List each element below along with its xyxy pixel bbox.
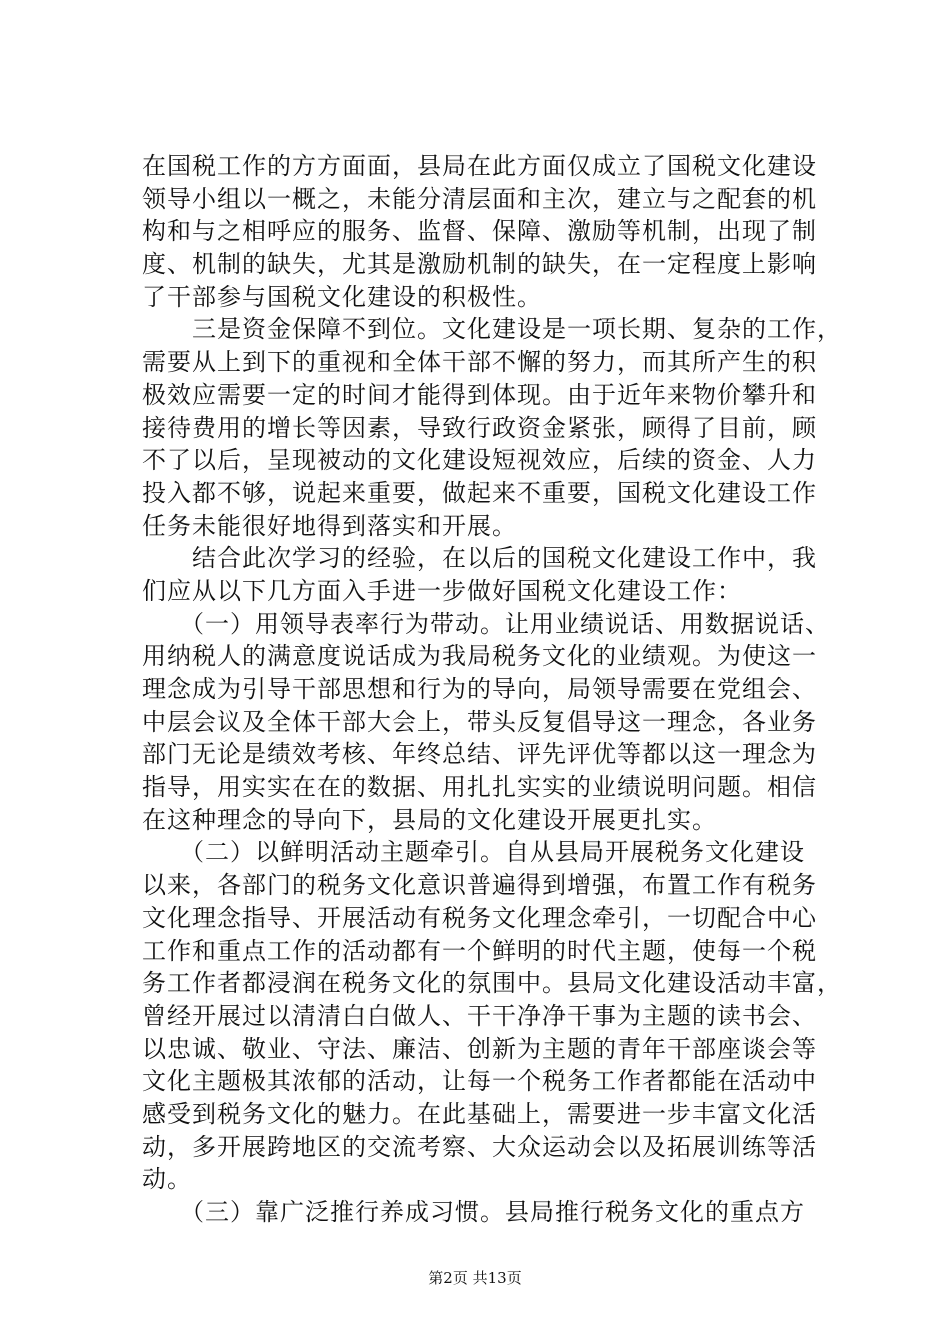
text-line: 动。	[142, 1165, 192, 1194]
text-line: 中层会议及全体干部大会上，带头反复倡导这一理念，各业务	[142, 707, 817, 736]
text-line: 用纳税人的满意度说话成为我局税务文化的业绩观。为使这一	[142, 642, 817, 671]
text-line: 曾经开展过以清清白白做人、干干净净干事为主题的读书会、	[142, 1001, 817, 1030]
text-line: 指导，用实实在在的数据、用扎扎实实的业绩说明问题。相信	[142, 773, 817, 802]
document-body	[142, 150, 842, 1229]
text-line: 度、机制的缺失，尤其是激励机制的缺失，在一定程度上影响	[142, 250, 817, 279]
text-line: 三是资金保障不到位。文化建设是一项长期、复杂的工作，	[142, 315, 842, 344]
text-line: 投入都不够，说起来重要，做起来不重要，国税文化建设工作	[142, 478, 817, 507]
text-line: 任务未能很好地得到落实和开展。	[142, 511, 517, 540]
text-line: 以忠诚、敬业、守法、廉洁、创新为主题的青年干部座谈会等	[142, 1034, 817, 1063]
text-line: 们应从以下几方面入手进一步做好国税文化建设工作：	[142, 576, 742, 605]
text-line: 在国税工作的方方面面，县局在此方面仅成立了国税文化建设	[142, 152, 817, 180]
text-line: 动，多开展跨地区的交流考察、大众运动会以及拓展训练等活	[142, 1132, 817, 1161]
text-line: 了干部参与国税文化建设的积极性。	[142, 282, 542, 311]
text-line: 文化理念指导、开展活动有税务文化理念牵引，一切配合中心	[142, 903, 817, 932]
text-line: 感受到税务文化的魅力。在此基础上，需要进一步丰富文化活	[142, 1099, 817, 1128]
page-footer: 第2页 共13页	[428, 1269, 522, 1287]
text-line: 部门无论是绩效考核、年终总结、评先评优等都以这一理念为	[142, 740, 817, 769]
text-line: 需要从上到下的重视和全体干部不懈的努力，而其所产生的积	[142, 348, 817, 377]
text-line: 接待费用的增长等因素，导致行政资金紧张，顾得了目前，顾	[142, 413, 817, 442]
text-line: 不了以后，呈现被动的文化建设短视效应，后续的资金、人力	[142, 446, 817, 475]
text-line: （二）以鲜明活动主题牵引。自从县局开展税务文化建设	[142, 838, 805, 867]
text-line: 在这种理念的导向下，县局的文化建设开展更扎实。	[142, 805, 717, 834]
text-line: 结合此次学习的经验，在以后的国税文化建设工作中，我	[142, 544, 817, 573]
text-line: 极效应需要一定的时间才能得到体现。由于近年来物价攀升和	[142, 380, 817, 409]
text-line: 务工作者都浸润在税务文化的氛围中。县局文化建设活动丰富，	[142, 969, 842, 998]
text-line: （一）用领导表率行为带动。让用业绩说话、用数据说话、	[142, 609, 830, 638]
text-line: （三）靠广泛推行养成习惯。县局推行税务文化的重点方	[142, 1198, 805, 1226]
text-line: 构和与之相呼应的服务、监督、保障、激励等机制，出现了制	[142, 217, 817, 246]
text-line: 以来，各部门的税务文化意识普遍得到增强，布置工作有税务	[142, 871, 817, 900]
text-line: 领导小组以一概之，未能分清层面和主次，建立与之配套的机	[142, 184, 817, 213]
text-line: 理念成为引导干部思想和行为的导向，局领导需要在党组会、	[142, 675, 817, 703]
text-line: 工作和重点工作的活动都有一个鲜明的时代主题，使每一个税	[142, 936, 817, 965]
text-line: 文化主题极其浓郁的活动，让每一个税务工作者都能在活动中	[142, 1067, 817, 1096]
